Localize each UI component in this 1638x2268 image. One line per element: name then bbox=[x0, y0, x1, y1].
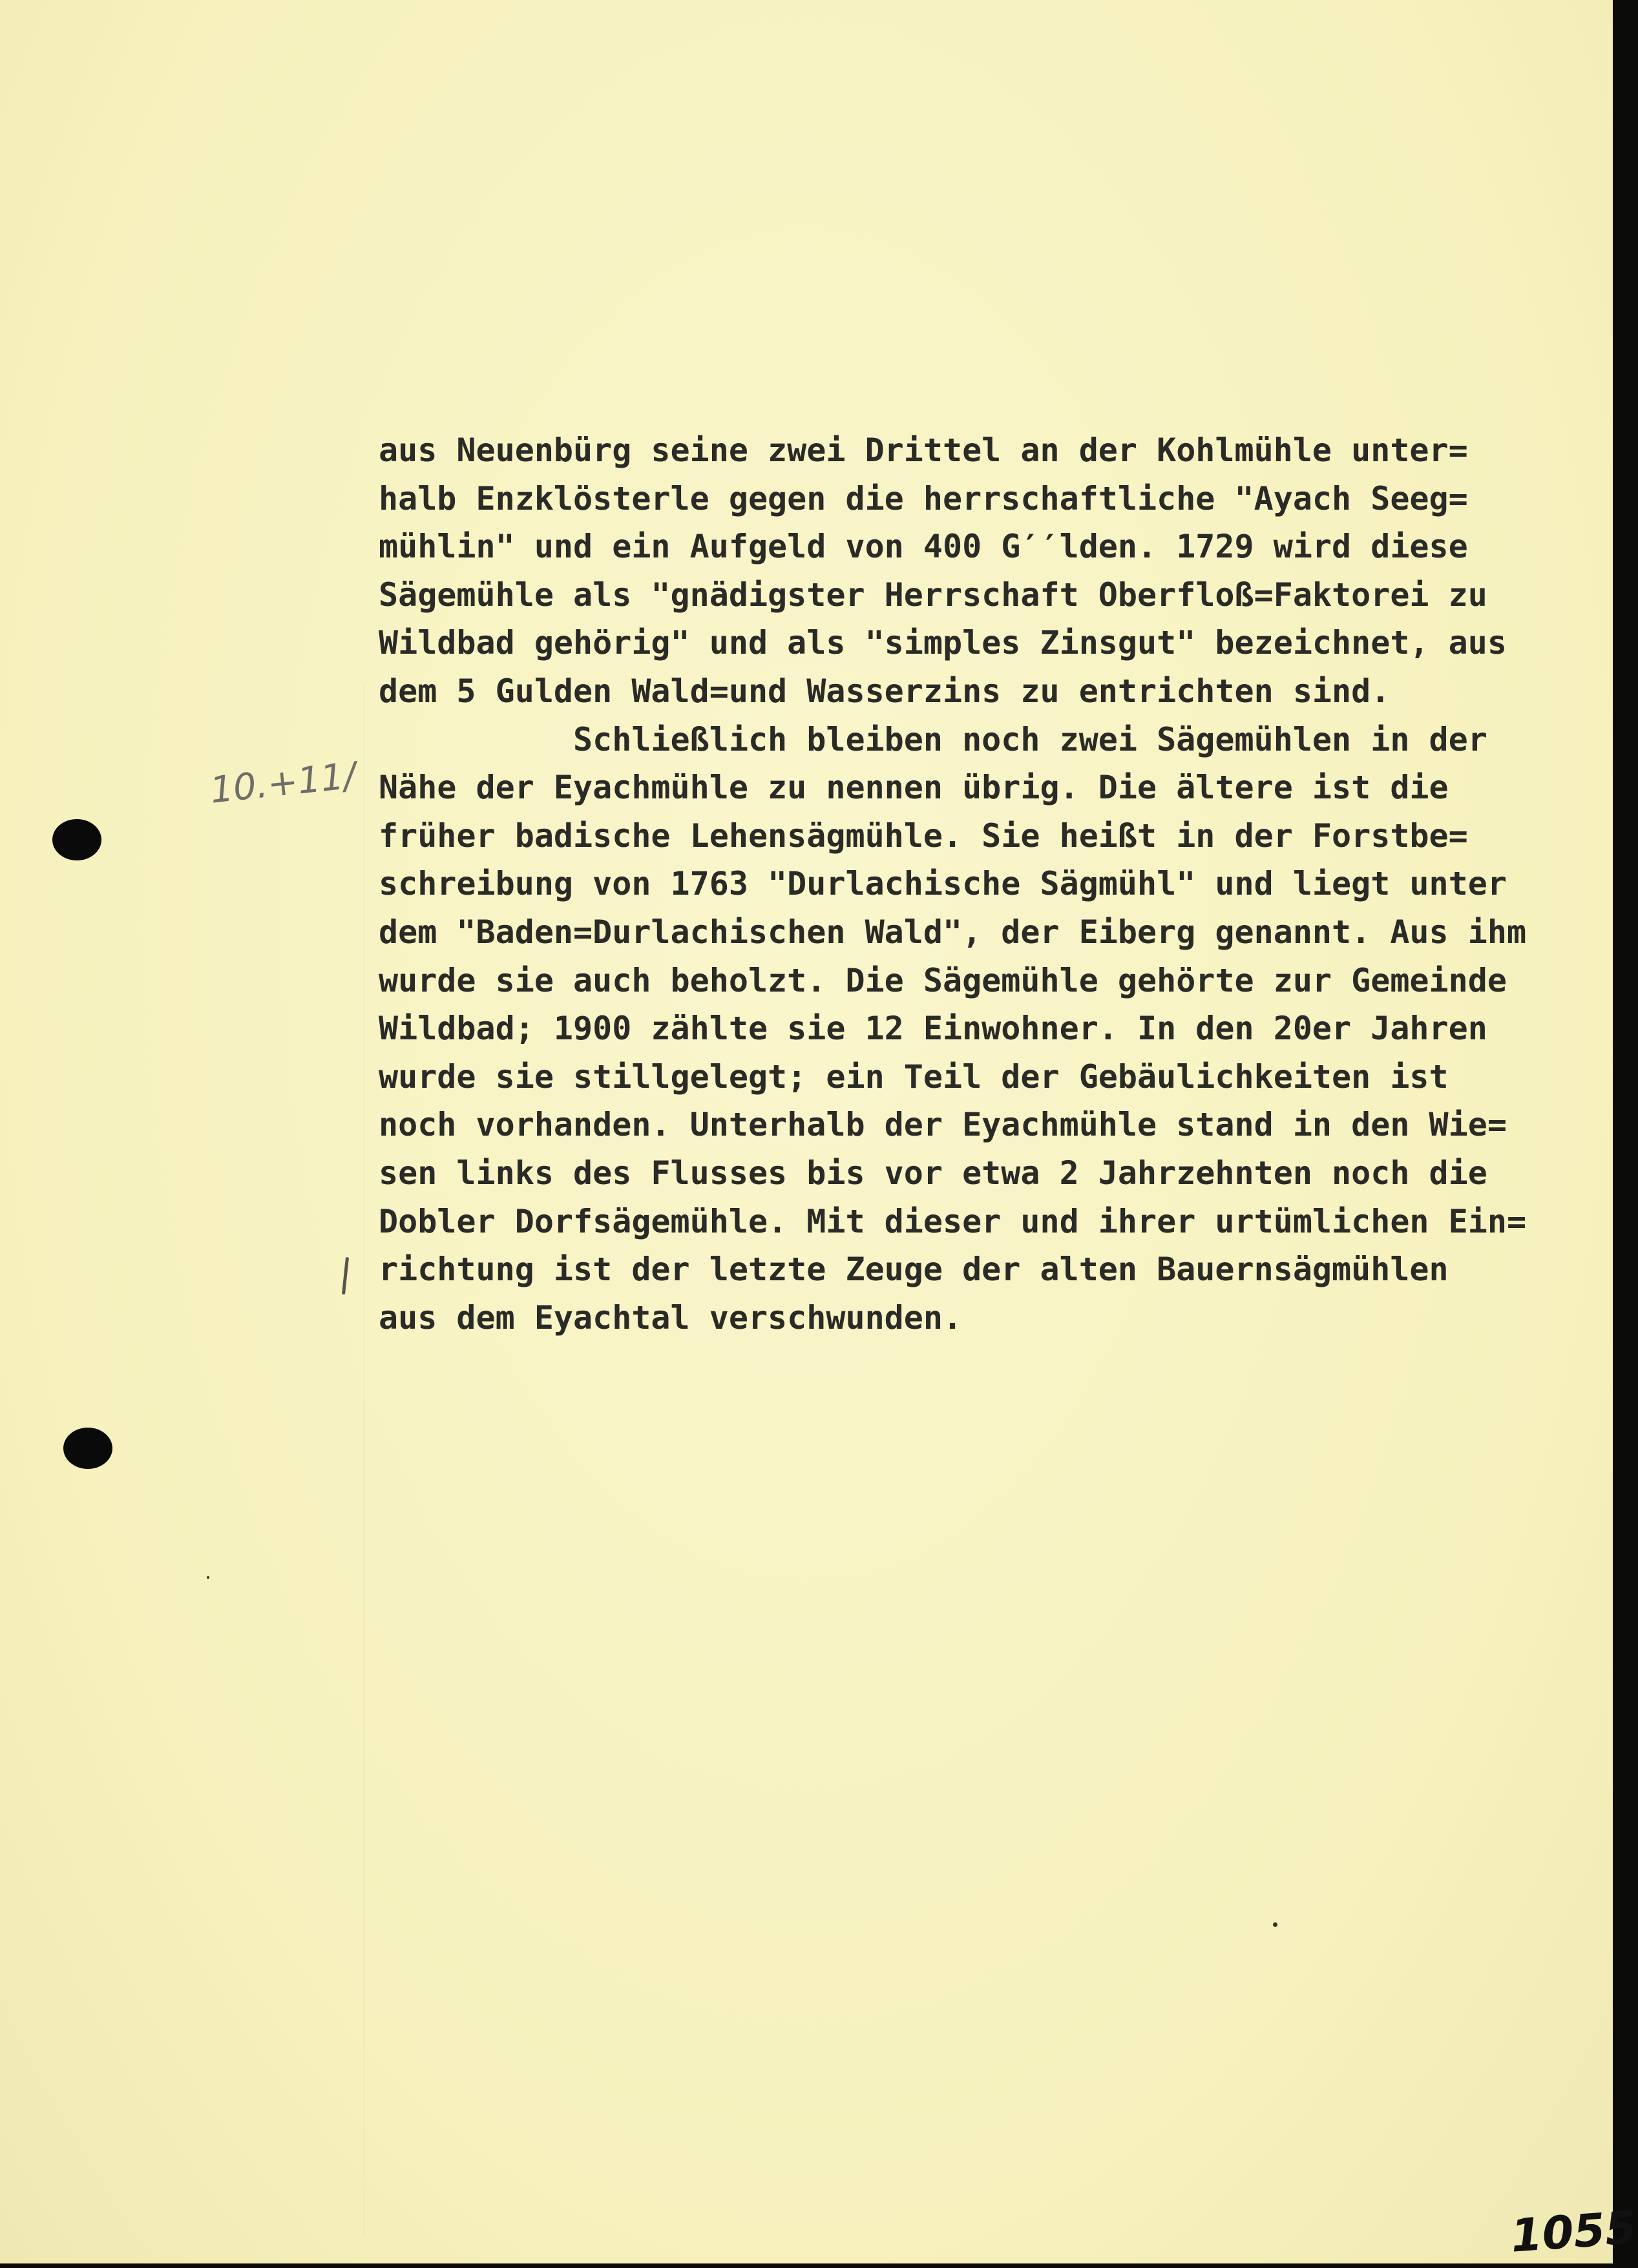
text-line: sen links des Flusses bis vor etwa 2 Jahrzehnten noch die bbox=[379, 1154, 1487, 1192]
faint-archive-mark bbox=[1370, 31, 1525, 57]
punch-hole-lower bbox=[63, 1428, 112, 1469]
text-line: richtung ist der letzte Zeuge der alten Bauernsägmühlen bbox=[379, 1251, 1449, 1289]
margin-note: 10.+11/ bbox=[208, 754, 358, 812]
text-line: Wildbad gehörig" und als "simples Zinsgut" bezeichnet, aus bbox=[379, 624, 1507, 662]
margin-bar-mark bbox=[342, 1257, 349, 1295]
text-line: Schließlich bleiben noch zwei Sägemühlen in der bbox=[379, 720, 1487, 758]
punch-hole-upper bbox=[52, 819, 101, 860]
text-line: Sägemühle als "gnädigster Herrschaft Oberfloß=Faktorei zu bbox=[379, 576, 1487, 614]
ink-dot bbox=[1273, 1922, 1277, 1927]
text-line: dem "Baden=Durlachischen Wald", der Eiberg genannt. Aus ihm bbox=[379, 913, 1527, 951]
text-line: aus dem Eyachtal verschwunden. bbox=[379, 1298, 963, 1337]
text-line: schreibung von 1763 "Durlachische Sägmühl" und liegt unter bbox=[379, 865, 1507, 903]
text-line: Dobler Dorfsägemühle. Mit dieser und ihrer urtümlichen Ein= bbox=[379, 1202, 1527, 1240]
text-line: mühlin" und ein Aufgeld von 400 G′′lden. 1729 wird diese bbox=[379, 528, 1468, 566]
text-line: aus Neuenbürg seine zwei Drittel an der Kohlmühle unter= bbox=[379, 432, 1468, 469]
text-line: dem 5 Gulden Wald=und Wasserzins zu entrichten sind. bbox=[379, 672, 1391, 710]
ink-dot bbox=[207, 1576, 209, 1579]
text-line: halb Enzklösterle gegen die herrschaftliche "Ayach Seeg= bbox=[379, 479, 1468, 517]
text-line: Wildbad; 1900 zählte sie 12 Einwohner. In den 20er Jahren bbox=[379, 1010, 1487, 1048]
text-line: Nähe der Eyachmühle zu nennen übrig. Die ältere ist die bbox=[379, 769, 1449, 807]
text-line: noch vorhanden. Unterhalb der Eyachmühle stand in den Wie= bbox=[379, 1106, 1507, 1144]
page-number: 1055 bbox=[1509, 2201, 1638, 2263]
text-line: wurde sie auch beholzt. Die Sägemühle gehörte zur Gemeinde bbox=[379, 961, 1507, 999]
text-line: früher badische Lehensägmühle. Sie heißt in der Forstbe= bbox=[379, 817, 1468, 855]
paper-fold bbox=[363, 685, 364, 2235]
text-line: wurde sie stillgelegt; ein Teil der Gebäulichkeiten ist bbox=[379, 1057, 1449, 1096]
typewritten-paragraph bbox=[379, 426, 1574, 1342]
